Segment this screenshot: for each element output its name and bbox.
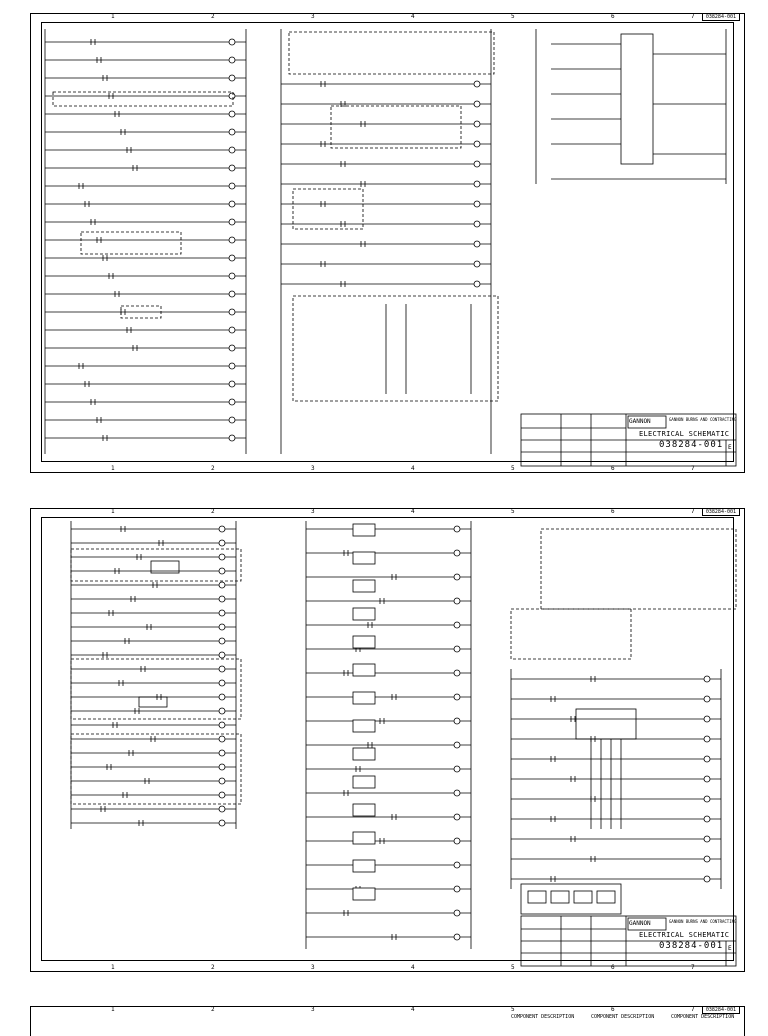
coil-symbol [454,766,460,772]
ladder-diagram-sheet-1 [31,14,746,474]
company-name: GANNON BURNS AND CONTRACTING [669,417,737,422]
coil-symbol [704,796,710,802]
coil-symbol [454,622,460,628]
zone-label: 7 [691,13,695,20]
coil-symbol [219,568,225,574]
drawing-number: 038284-001 [659,440,724,450]
zone-label: 4 [411,465,415,472]
coil-symbol [229,219,235,225]
relay-symbol [353,888,375,900]
relay-symbol [353,552,375,564]
zone-label: 6 [611,465,615,472]
coil-symbol [229,417,235,423]
drawing-number: 038284-001 [659,941,724,951]
coil-symbol [219,540,225,546]
relay-symbol [353,636,375,648]
coil-symbol [229,129,235,135]
coil-symbol [229,75,235,81]
zone-label: 6 [611,508,615,515]
coil-symbol [454,598,460,604]
coil-symbol [229,255,235,261]
coil-symbol [219,554,225,560]
zone-label: 3 [311,1006,315,1013]
coil-symbol [219,526,225,532]
coil-symbol [454,838,460,844]
zone-label: 5 [511,1006,515,1013]
zone-label: 2 [211,465,215,472]
coil-symbol [474,161,480,167]
sheet-number-tab: 038284-001 [702,13,740,21]
company-logo: GANNON [629,418,651,425]
coil-symbol [454,646,460,652]
coil-symbol [474,141,480,147]
coil-symbol [229,381,235,387]
coil-symbol [474,281,480,287]
coil-symbol [454,742,460,748]
zone-label: 3 [311,964,315,971]
zone-label: 6 [611,964,615,971]
coil-symbol [229,327,235,333]
component-header: COMPONENT DESCRIPTION [511,1014,575,1020]
coil-symbol [229,93,235,99]
coil-symbol [704,716,710,722]
zone-label: 6 [611,13,615,20]
component-header: COMPONENT DESCRIPTION [671,1014,735,1020]
zone-label: 3 [311,13,315,20]
coil-symbol [474,181,480,187]
coil-symbol [219,624,225,630]
zone-label: 4 [411,13,415,20]
coil-symbol [219,666,225,672]
coil-symbol [704,836,710,842]
coil-symbol [229,435,235,441]
coil-symbol [454,886,460,892]
zone-label: 1 [111,13,115,20]
coil-symbol [219,806,225,812]
coil-symbol [219,708,225,714]
relay-symbol [353,720,375,732]
relay-symbol [353,776,375,788]
revision-letter: E [728,444,732,451]
schematic-sheet-2 [30,508,745,972]
coil-symbol [229,39,235,45]
zone-label: 2 [211,1006,215,1013]
coil-symbol [219,638,225,644]
coil-symbol [474,201,480,207]
zone-label: 4 [411,1006,415,1013]
coil-symbol [704,776,710,782]
coil-symbol [219,610,225,616]
coil-symbol [454,670,460,676]
coil-symbol [474,261,480,267]
zone-label: 5 [511,465,515,472]
coil-symbol [229,183,235,189]
coil-symbol [229,345,235,351]
coil-symbol [219,694,225,700]
coil-symbol [454,526,460,532]
coil-symbol [219,750,225,756]
zone-label: 2 [211,13,215,20]
relay-symbol [353,664,375,676]
coil-symbol [229,399,235,405]
coil-symbol [474,101,480,107]
relay-symbol [353,608,375,620]
company-name: GANNON BURNS AND CONTRACTING [669,919,737,924]
coil-symbol [229,291,235,297]
relay-symbol [353,832,375,844]
coil-symbol [474,241,480,247]
coil-symbol [219,722,225,728]
coil-symbol [219,582,225,588]
zone-label: 7 [691,1006,695,1013]
coil-symbol [474,121,480,127]
coil-symbol [219,596,225,602]
relay-symbol [353,748,375,760]
zone-label: 5 [511,13,515,20]
coil-symbol [704,816,710,822]
zone-label: 7 [691,465,695,472]
company-logo: GANNON [629,920,651,927]
zone-label: 3 [311,465,315,472]
coil-symbol [219,736,225,742]
coil-symbol [454,814,460,820]
coil-symbol [474,221,480,227]
zone-label: 4 [411,964,415,971]
coil-symbol [704,756,710,762]
zone-label: 5 [511,964,515,971]
coil-symbol [229,165,235,171]
coil-symbol [229,57,235,63]
coil-symbol [704,876,710,882]
coil-symbol [229,237,235,243]
zone-label: 1 [111,465,115,472]
coil-symbol [454,574,460,580]
coil-symbol [219,778,225,784]
coil-symbol [454,934,460,940]
component-header: COMPONENT DESCRIPTION [591,1014,655,1020]
coil-symbol [454,694,460,700]
zone-label: 7 [691,964,695,971]
zone-label: 1 [111,964,115,971]
relay-symbol [353,860,375,872]
sheet-number-tab: 038284-001 [702,508,740,516]
schematic-sheet-3 [30,1006,745,1036]
coil-symbol [704,856,710,862]
revision-letter: E [728,945,732,952]
coil-symbol [454,910,460,916]
relay-symbol [353,692,375,704]
zone-label: 5 [511,508,515,515]
drawing-title: ELECTRICAL SCHEMATIC [639,430,730,438]
coil-symbol [454,790,460,796]
coil-symbol [229,147,235,153]
coil-symbol [454,550,460,556]
zone-label: 6 [611,1006,615,1013]
zone-label: 2 [211,508,215,515]
zone-label: 7 [691,508,695,515]
coil-symbol [474,81,480,87]
drawing-title: ELECTRICAL SCHEMATIC [639,931,730,939]
zone-label: 3 [311,508,315,515]
zone-label: 2 [211,964,215,971]
coil-symbol [229,363,235,369]
relay-symbol [353,580,375,592]
schematic-sheet-1 [30,13,745,473]
zone-label: 1 [111,1006,115,1013]
coil-symbol [704,696,710,702]
coil-symbol [219,820,225,826]
coil-symbol [219,680,225,686]
coil-symbol [704,736,710,742]
coil-symbol [454,862,460,868]
coil-symbol [219,792,225,798]
relay-symbol [353,524,375,536]
coil-symbol [229,201,235,207]
coil-symbol [219,652,225,658]
coil-symbol [454,718,460,724]
coil-symbol [229,309,235,315]
zone-label: 4 [411,508,415,515]
coil-symbol [219,764,225,770]
ladder-diagram-sheet-2 [31,509,746,973]
zone-label: 1 [111,508,115,515]
coil-symbol [229,273,235,279]
sheet-number-tab: 038284-001 [702,1006,740,1014]
coil-symbol [229,111,235,117]
relay-symbol [353,804,375,816]
coil-symbol [704,676,710,682]
